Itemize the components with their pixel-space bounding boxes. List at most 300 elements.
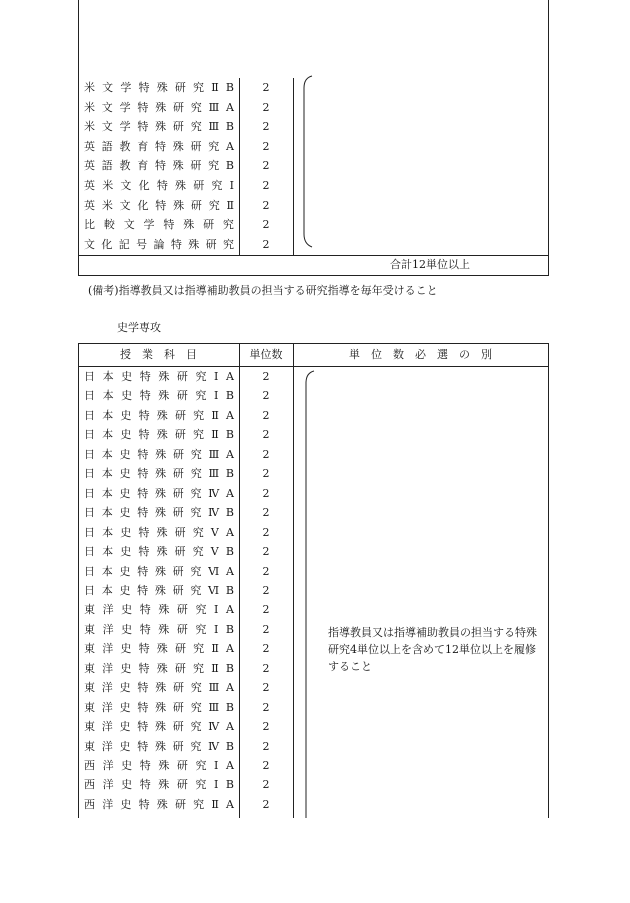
subject-char: 特	[139, 759, 151, 772]
subject-char: 洋	[101, 739, 113, 753]
subject-name	[84, 78, 234, 98]
subject-char: 特	[137, 506, 149, 520]
subject-char: 史	[119, 681, 131, 695]
subject-char: 究	[195, 370, 207, 383]
subject-char: 本	[101, 486, 113, 500]
subject-char: 史	[121, 603, 133, 617]
header-requirement: 単 位 数 必 選 の 別	[349, 348, 492, 361]
subject-char: 英	[84, 179, 95, 192]
subject-char: 殊	[155, 486, 166, 500]
subject-char: B	[225, 467, 234, 481]
subject-char: 学	[119, 100, 131, 114]
subject-char: 特	[138, 797, 150, 811]
subject-char: 日	[84, 564, 95, 578]
credit-value: 2	[262, 139, 270, 153]
subject-char: 米	[84, 100, 95, 114]
subject-char: Ⅰ	[213, 778, 219, 792]
subject-char: A	[226, 139, 234, 153]
subject-char: B	[225, 506, 234, 520]
subject-char: 究	[195, 759, 207, 772]
remarks-note: (備考)指導教員又は指導補助教員の担当する研究指導を毎年受けること	[88, 284, 438, 297]
subject-char: 究	[192, 525, 204, 539]
subject-char: A	[225, 797, 234, 811]
subject-char: 英	[84, 198, 95, 212]
subject-char: 洋	[102, 778, 114, 792]
subject-char: 史	[119, 486, 131, 500]
subject-char: 研	[172, 720, 184, 734]
subject-char: Ⅳ	[208, 720, 220, 734]
subject-char: 学	[119, 120, 131, 134]
subject-char: 究	[193, 642, 205, 656]
subject-char: B	[225, 545, 234, 559]
subject-char: 研	[174, 642, 186, 656]
subject-char: 研	[193, 179, 205, 192]
subject-char: 史	[120, 661, 132, 675]
table-border-right	[548, 343, 549, 818]
subject-char: 研	[172, 681, 184, 695]
subject-char: 究	[195, 389, 207, 403]
subject-char: 日	[84, 583, 95, 597]
subject-char: 史	[120, 428, 132, 442]
subject-char: 殊	[156, 797, 168, 811]
subject-char: 本	[102, 545, 114, 559]
subject-char: 研	[174, 81, 186, 94]
subject-char: 米	[101, 198, 113, 212]
subject-char: 史	[121, 759, 133, 772]
subject-char: 特	[137, 681, 149, 695]
credit-value: 2	[262, 681, 270, 695]
subject-char: 究	[193, 408, 205, 422]
subject-char: 史	[119, 739, 131, 753]
subject-char: Ⅳ	[208, 486, 220, 500]
subject-name	[84, 795, 234, 814]
subject-char: 研	[190, 159, 202, 173]
subject-char: 特	[170, 237, 182, 251]
subject-char: A	[225, 759, 234, 772]
credit-value: 2	[262, 447, 270, 461]
subject-char: 記	[118, 237, 130, 251]
subject-char: 史	[119, 583, 131, 597]
subject-char: 西	[84, 797, 95, 811]
subject-char: 研	[172, 506, 184, 520]
subject-char: 特	[137, 583, 149, 597]
subject-char: 殊	[156, 661, 168, 675]
table-border-bottom	[78, 275, 549, 276]
subject-name	[84, 484, 234, 503]
credit-value: 2	[262, 778, 270, 792]
subject-char: 殊	[175, 179, 187, 192]
subject-name	[84, 117, 234, 137]
credit-value: 2	[262, 506, 270, 520]
subject-name	[84, 542, 234, 561]
subject-char: 殊	[156, 428, 168, 442]
subject-char: Ⅱ	[211, 661, 219, 675]
subject-char: 特	[139, 370, 151, 383]
subject-char: 英	[84, 139, 95, 153]
subject-char: 西	[84, 759, 95, 772]
subject-char: 研	[172, 447, 184, 461]
subject-char: 研	[172, 100, 184, 114]
subject-char: Ⅰ	[229, 179, 234, 192]
credit-value: 2	[262, 389, 270, 403]
subject-name	[84, 156, 234, 176]
subject-char: 文	[84, 237, 95, 251]
subject-name	[84, 581, 234, 600]
subject-char: 研	[172, 486, 184, 500]
subject-char: Ⅴ	[210, 525, 219, 539]
subject-char: 史	[121, 370, 133, 383]
subject-char: Ⅱ	[211, 642, 219, 656]
subject-char: 育	[137, 159, 149, 173]
subject-char: Ⅴ	[210, 545, 219, 559]
subject-char: 本	[102, 408, 114, 422]
subject-char: 究	[195, 778, 207, 792]
subject-char: 史	[121, 778, 133, 792]
subject-char: A	[225, 525, 234, 539]
subject-char: 教	[119, 139, 131, 153]
subject-char: 洋	[102, 797, 114, 811]
subject-char: 本	[102, 428, 114, 442]
subject-char: 特	[137, 739, 149, 753]
subject-char: 日	[84, 525, 95, 539]
subject-char: 殊	[158, 622, 170, 636]
subject-char: A	[225, 603, 234, 617]
subject-char: 研	[172, 700, 184, 714]
subject-char: A	[225, 642, 234, 656]
credit-value: 2	[262, 797, 270, 811]
subject-name	[84, 464, 234, 483]
subject-char: 日	[84, 467, 95, 481]
subject-char: 特	[137, 447, 149, 461]
credit-value: 2	[262, 100, 270, 114]
subject-char: 究	[208, 159, 220, 173]
subject-char: 洋	[101, 700, 113, 714]
subject-name	[84, 600, 234, 619]
subject-char: 本	[102, 389, 114, 403]
subject-char: 史	[120, 642, 132, 656]
curriculum-table-history	[78, 343, 548, 818]
subject-char: 研	[176, 389, 188, 403]
subject-name	[84, 756, 234, 775]
subject-char: 洋	[101, 681, 113, 695]
subject-char: 本	[102, 370, 114, 383]
subject-char: 特	[137, 700, 149, 714]
subject-char: Ⅰ	[213, 622, 219, 636]
subject-char: A	[225, 447, 234, 461]
subject-char: 殊	[158, 370, 170, 383]
subject-name	[84, 386, 234, 405]
subject-char: 語	[101, 159, 113, 173]
subject-char: 究	[208, 139, 220, 153]
subject-char: 究	[190, 564, 202, 578]
subject-char: 育	[137, 139, 149, 153]
credit-value: 2	[262, 408, 270, 422]
subject-char: 史	[120, 525, 132, 539]
subject-char: 研	[174, 661, 186, 675]
subject-char: Ⅳ	[208, 506, 220, 520]
subject-char: 特	[139, 389, 151, 403]
subject-char: B	[225, 583, 234, 597]
subject-char: 文	[101, 120, 113, 134]
subject-name	[84, 503, 234, 522]
subject-char: Ⅲ	[208, 700, 220, 714]
subject-char: 語	[101, 139, 113, 153]
subject-char: 殊	[172, 159, 184, 173]
subject-char: B	[225, 120, 234, 134]
subject-char: 学	[143, 218, 155, 232]
header-credits: 単位数	[249, 348, 283, 361]
credit-value: 2	[262, 237, 270, 251]
subject-char: 本	[101, 447, 113, 461]
subject-char: 特	[138, 81, 150, 94]
brace-icon	[298, 72, 318, 252]
total-row	[78, 255, 548, 275]
subject-char: Ⅱ	[211, 428, 219, 442]
subject-char: 殊	[155, 120, 167, 134]
subject-char: 洋	[102, 759, 114, 772]
subject-char: 特	[155, 198, 167, 212]
subject-char: 殊	[155, 720, 166, 734]
credit-value: 2	[262, 603, 270, 617]
subject-char: 殊	[156, 642, 168, 656]
subject-char: 究	[190, 486, 202, 500]
credit-value: 2	[262, 583, 270, 597]
subject-char: 究	[190, 100, 202, 114]
subject-char: 本	[101, 583, 113, 597]
subject-char: 研	[174, 428, 186, 442]
subject-char: 研	[174, 545, 186, 559]
subject-char: A	[226, 486, 234, 500]
subject-char: 史	[120, 545, 132, 559]
subject-char: B	[225, 700, 234, 714]
subject-char: 研	[172, 583, 184, 597]
subject-char: 研	[172, 739, 184, 753]
subject-char: 特	[156, 179, 168, 192]
subject-char: B	[225, 428, 234, 442]
subject-char: 究	[222, 218, 234, 232]
subject-char: Ⅲ	[208, 120, 220, 134]
subject-char: Ⅲ	[208, 681, 220, 695]
subject-char: A	[225, 100, 234, 114]
credit-value: 2	[262, 564, 270, 578]
subject-char: Ⅰ	[213, 389, 219, 403]
subject-char: Ⅲ	[208, 467, 220, 481]
subject-name	[84, 235, 234, 255]
credit-value: 2	[262, 720, 270, 734]
subject-char: 究	[190, 681, 202, 695]
subject-char: 殊	[183, 218, 195, 232]
subject-char: Ⅰ	[214, 759, 219, 772]
subject-char: 東	[84, 642, 95, 656]
subject-char: 文	[119, 198, 131, 212]
subject-char: A	[225, 408, 234, 422]
subject-char: 文	[101, 100, 113, 114]
subject-char: 東	[84, 603, 95, 617]
subject-char: 究	[193, 428, 205, 442]
subject-char: 殊	[156, 81, 168, 94]
subject-char: 研	[176, 778, 188, 792]
subject-name	[84, 562, 234, 581]
subject-char: 殊	[158, 603, 170, 617]
subject-char: 洋	[102, 642, 114, 656]
subject-char: Ⅲ	[208, 447, 220, 461]
credit-value: 2	[262, 159, 270, 173]
subject-char: 殊	[156, 408, 168, 422]
subject-char: 日	[84, 370, 95, 383]
subject-char: 特	[139, 778, 151, 792]
subject-char: Ⅰ	[214, 603, 219, 617]
table-border-right	[548, 0, 549, 275]
subject-name	[84, 367, 234, 386]
subject-char: 究	[193, 661, 205, 675]
subject-char: B	[225, 389, 234, 403]
subject-char: 特	[137, 720, 149, 734]
subject-char: Ⅳ	[208, 739, 220, 753]
subject-name	[84, 659, 234, 678]
subject-char: 史	[119, 720, 131, 734]
subject-char: A	[225, 564, 234, 578]
credit-value: 2	[262, 642, 270, 656]
credit-value: 2	[262, 545, 270, 559]
subject-char: 特	[137, 467, 149, 481]
subject-char: 洋	[101, 720, 113, 734]
subject-char: 史	[119, 506, 131, 520]
subject-char: 日	[84, 389, 95, 403]
subject-char: 研	[174, 797, 186, 811]
subject-char: 史	[121, 389, 133, 403]
subject-char: 文	[123, 218, 135, 232]
subject-char: 化	[101, 237, 113, 251]
subject-char: 研	[174, 525, 186, 539]
header-subject: 授 業 科 目	[120, 348, 197, 361]
subject-char: A	[225, 681, 234, 695]
subject-char: 究	[190, 447, 202, 461]
subject-char: 本	[101, 564, 113, 578]
subject-name	[84, 678, 234, 697]
subject-name	[84, 176, 234, 196]
subject-char: 史	[119, 467, 131, 481]
subject-char: 特	[138, 408, 150, 422]
subject-name	[84, 698, 234, 717]
subject-char: 本	[101, 467, 113, 481]
subject-char: 特	[138, 428, 150, 442]
subject-char: B	[225, 778, 234, 792]
subject-char: 殊	[156, 525, 168, 539]
subject-char: 究	[211, 179, 223, 192]
subject-name	[84, 425, 234, 444]
brace-icon	[300, 369, 320, 818]
subject-char: 殊	[154, 583, 166, 597]
subject-char: 特	[137, 120, 149, 134]
subject-char: 東	[84, 681, 95, 695]
subject-char: Ⅲ	[208, 100, 220, 114]
subject-char: A	[225, 370, 234, 383]
subject-char: 究	[190, 467, 202, 481]
subject-char: 研	[176, 622, 188, 636]
subject-char: 特	[137, 100, 149, 114]
subject-char: 究	[190, 700, 202, 714]
credit-value: 2	[262, 218, 270, 232]
subject-name	[84, 717, 234, 736]
subject-char: 究	[192, 545, 204, 559]
subject-name	[84, 137, 234, 157]
subject-char: 本	[102, 525, 114, 539]
subject-char: 究	[193, 797, 205, 811]
subject-char: 研	[172, 564, 184, 578]
subject-char: 日	[84, 506, 95, 520]
subject-char: B	[225, 159, 234, 173]
subject-char: 特	[138, 642, 150, 656]
subject-char: 米	[84, 81, 95, 94]
subject-char: 研	[172, 467, 184, 481]
credit-value: 2	[262, 486, 270, 500]
subject-char: 究	[190, 739, 202, 753]
subject-char: 殊	[155, 681, 167, 695]
subject-name	[84, 98, 234, 118]
credit-value: 2	[262, 120, 270, 134]
subject-char: 研	[190, 198, 202, 212]
subject-char: 殊	[158, 389, 170, 403]
subject-char: 研	[176, 759, 188, 772]
subject-char: 特	[138, 661, 150, 675]
subject-char: 本	[101, 506, 113, 520]
subject-char: 米	[102, 179, 114, 192]
credit-value: 2	[262, 661, 270, 675]
subject-char: 研	[172, 120, 184, 134]
subject-char: 殊	[155, 447, 167, 461]
subject-char: 究	[190, 583, 202, 597]
subject-name	[84, 775, 234, 794]
subject-char: 研	[205, 237, 217, 251]
subject-name	[84, 639, 234, 658]
subject-char: 文	[102, 81, 114, 94]
subject-char: 日	[84, 447, 95, 461]
subject-char: B	[225, 661, 234, 675]
subject-char: B	[225, 622, 234, 636]
subject-char: 洋	[102, 661, 114, 675]
subject-char: 殊	[155, 467, 167, 481]
subject-char: 研	[190, 139, 202, 153]
subject-char: 日	[84, 428, 95, 442]
subject-char: 究	[190, 506, 202, 520]
credit-value: 2	[262, 739, 270, 753]
subject-char: 日	[84, 545, 95, 559]
subject-char: 究	[193, 81, 205, 94]
subject-char: 殊	[154, 506, 166, 520]
subject-char: 殊	[172, 139, 184, 153]
subject-char: 東	[84, 739, 95, 753]
subject-char: Ⅱ	[211, 797, 219, 811]
subject-char: 特	[138, 525, 150, 539]
subject-char: 英	[84, 159, 95, 173]
subject-name	[84, 620, 234, 639]
credit-value: 2	[262, 179, 270, 192]
subject-char: 教	[119, 159, 131, 173]
subject-char: 特	[137, 564, 149, 578]
subject-char: 化	[138, 179, 150, 192]
subject-char: 米	[84, 120, 95, 134]
subject-char: 洋	[102, 603, 114, 617]
subject-char: 究	[190, 120, 202, 134]
subject-char: 殊	[154, 564, 166, 578]
subject-char: 殊	[154, 739, 166, 753]
subject-char: 東	[84, 661, 95, 675]
subject-char: Ⅵ	[208, 583, 220, 597]
credit-value: 2	[262, 525, 270, 539]
subject-char: 殊	[188, 237, 200, 251]
subject-char: 特	[163, 218, 175, 232]
subject-char: 殊	[155, 100, 167, 114]
